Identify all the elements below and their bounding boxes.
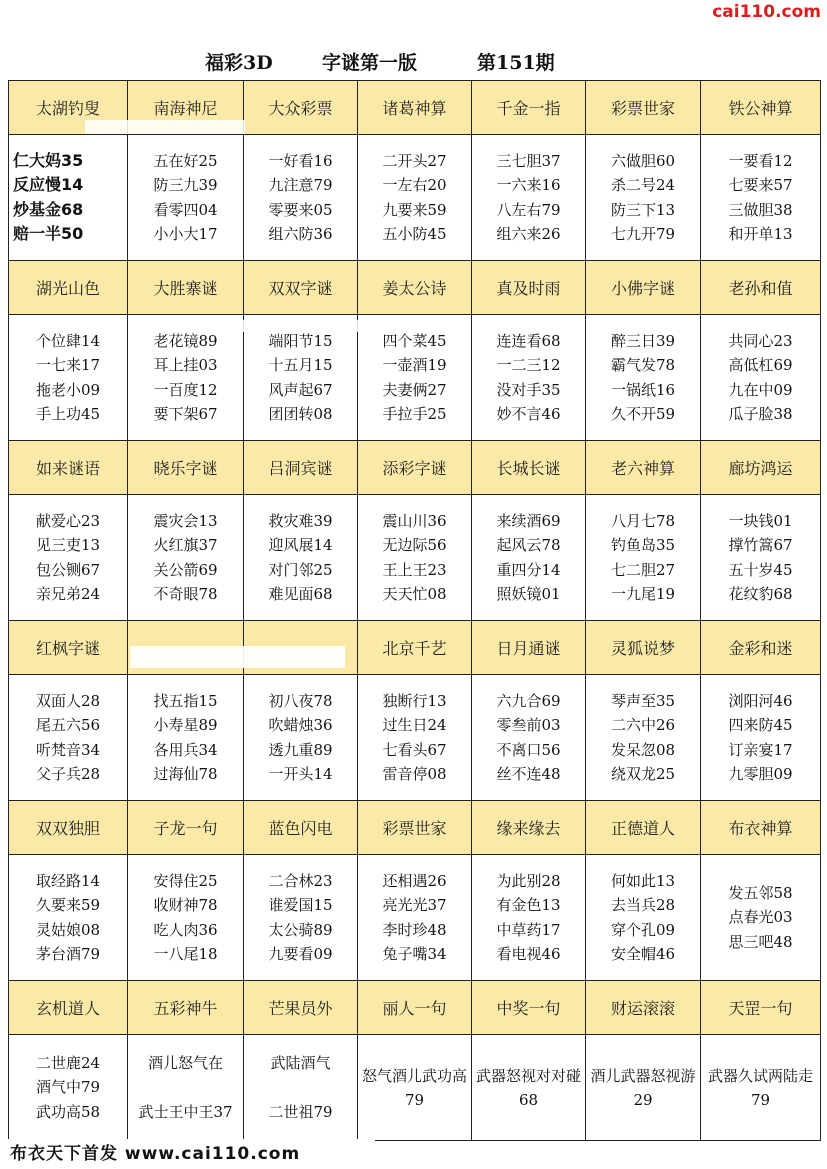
riddle-line: 风声起67 (268, 380, 333, 399)
riddle-line: 一六来16 (496, 176, 561, 194)
riddle-line: 父子兵28 (35, 765, 101, 783)
column-header: 天罡一句 (701, 981, 821, 1035)
riddle-line: 零要来05 (268, 200, 333, 219)
site-watermark: cai110.com (712, 2, 821, 22)
riddle-line: 九零胆09 (728, 765, 793, 783)
riddle-line: 七要来57 (728, 176, 793, 194)
riddle-cell (472, 495, 586, 621)
riddle-line: 尾五六56 (35, 716, 101, 734)
column-header: 千金一指 (472, 81, 586, 135)
riddle-line: 久不开59 (610, 405, 676, 423)
riddle-line: 七看头67 (382, 740, 447, 759)
column-header: 吕洞宾谜 (244, 441, 358, 495)
riddle-line: 来续酒69 (496, 511, 561, 530)
riddle-line: 一七来17 (35, 356, 101, 374)
riddle-cell (472, 855, 586, 981)
riddle-line: 武器怒视对对碰68 (476, 1066, 582, 1109)
riddle-line: 端阳节15 (268, 331, 333, 350)
riddle-line: 瓜子脸38 (728, 405, 793, 423)
riddle-line: 个位肆14 (35, 331, 101, 350)
riddle-line: 五小防45 (382, 225, 447, 243)
riddle-line: 亲兄弟24 (35, 585, 101, 603)
riddle-line: 取经路14 (35, 871, 101, 890)
column-header: 金彩和迷 (701, 621, 821, 675)
riddle-cell (472, 135, 586, 261)
riddle-line: 醉三日39 (610, 331, 676, 350)
riddle-line: 各用兵34 (153, 740, 218, 759)
riddle-line: 何如此13 (610, 871, 676, 890)
riddle-cell (701, 675, 821, 801)
section-title: 字谜第一版 (322, 52, 418, 74)
riddle-line: 绕双龙25 (610, 765, 676, 783)
riddle-line: 组六来26 (496, 225, 561, 243)
riddle-line: 天天忙08 (382, 585, 447, 603)
riddle-line: 难见面68 (268, 585, 333, 603)
riddle-line: 一九尾19 (610, 585, 676, 603)
riddle-cell (586, 135, 701, 261)
riddle-line: 共同心23 (728, 331, 793, 350)
riddle-line: 八月七78 (610, 511, 676, 530)
riddle-cell (128, 315, 244, 441)
riddle-cell (701, 495, 821, 621)
riddle-line: 重四分14 (496, 560, 561, 579)
header-row (9, 441, 821, 495)
riddle-line: 没对手35 (496, 380, 561, 399)
riddle-line: 夫妻俩27 (382, 380, 447, 399)
riddle-line: 过海仙78 (153, 765, 218, 783)
riddle-cell (358, 495, 472, 621)
header-row (9, 801, 821, 855)
riddle-line: 手拉手25 (382, 405, 447, 423)
riddle-line: 组六防36 (268, 225, 333, 243)
riddle-line: 一壶酒19 (382, 356, 447, 374)
riddle-line: 透九重89 (268, 740, 333, 759)
column-header: 红枫字谜 (9, 621, 128, 675)
riddle-line: 包公铡67 (35, 560, 101, 579)
riddle-line: 王上王23 (382, 560, 447, 579)
riddle-cell (9, 135, 128, 261)
header-row (9, 981, 821, 1035)
column-header: 蓝色闪电 (244, 801, 358, 855)
riddle-cell (586, 315, 701, 441)
riddle-line: 三做胆38 (728, 200, 793, 219)
riddle-cell (472, 1035, 586, 1141)
riddle-line: 一二三12 (496, 356, 561, 374)
riddle-line: 二六中26 (610, 716, 676, 734)
column-header: 铁公神算 (701, 81, 821, 135)
column-header: 双双独胆 (9, 801, 128, 855)
riddle-line: 雷音停08 (382, 765, 447, 783)
riddle-line: 一好看16 (268, 151, 333, 170)
riddle-line (128, 1075, 243, 1100)
riddle-line: 酒儿怒气在 (147, 1053, 223, 1072)
column-header: 中奖一句 (472, 981, 586, 1035)
riddle-cell (244, 495, 358, 621)
riddle-line: 震灾会13 (153, 511, 218, 530)
riddle-cell (244, 1035, 358, 1141)
column-header: 子龙一句 (128, 801, 244, 855)
riddle-row (9, 495, 821, 621)
riddle-line: 七二胆27 (610, 560, 676, 579)
column-header: 老孙和值 (701, 261, 821, 315)
riddle-line: 一左右20 (382, 176, 447, 194)
riddle-line: 思三吧48 (728, 932, 793, 951)
riddle-line: 不离口56 (496, 740, 561, 759)
header-row (9, 261, 821, 315)
riddle-line: 十五月15 (268, 356, 333, 374)
riddle-line: 小小大17 (153, 225, 218, 243)
riddle-cell (358, 315, 472, 441)
riddle-line: 安得住25 (153, 871, 218, 890)
column-header: 芒果员外 (244, 981, 358, 1035)
column-header: 灵狐说梦 (586, 621, 701, 675)
riddle-line: 防三下13 (610, 200, 676, 219)
column-header: 如来谜语 (9, 441, 128, 495)
riddle-line: 武士王中王37 (138, 1102, 233, 1121)
riddle-line: 防三九39 (153, 176, 218, 194)
riddle-line: 为此别28 (496, 871, 561, 890)
riddle-cell (128, 1035, 244, 1141)
riddle-line: 五在好25 (153, 151, 218, 170)
riddle-line: 四来防45 (728, 716, 793, 734)
column-header: 五彩神牛 (128, 981, 244, 1035)
column-header: 彩票世家 (586, 81, 701, 135)
riddle-line: 一百度12 (153, 380, 218, 399)
riddle-cell (128, 495, 244, 621)
riddle-line: 一八尾18 (153, 945, 218, 963)
column-header: 布衣神算 (701, 801, 821, 855)
riddle-cell (586, 495, 701, 621)
riddle-line: 手上功45 (35, 405, 101, 423)
riddle-row (9, 855, 821, 981)
riddle-line: 高低杠69 (728, 356, 793, 374)
riddle-row (9, 315, 821, 441)
riddle-line: 李时珍48 (382, 920, 447, 939)
column-header: 缘来缘去 (472, 801, 586, 855)
riddle-line: 谁爱国15 (268, 896, 333, 914)
riddle-line: 二世鹿24 (35, 1053, 101, 1072)
riddle-line: 安全帽46 (610, 945, 676, 963)
column-header: 姜太公诗 (358, 261, 472, 315)
riddle-line: 见三吏13 (35, 536, 101, 554)
riddle-line: 霸气发78 (610, 356, 676, 374)
column-header: 真及时雨 (472, 261, 586, 315)
riddle-line: 无边际56 (382, 536, 447, 554)
riddle-line: 花纹豹68 (728, 585, 793, 603)
riddle-line: 七九开79 (610, 225, 676, 243)
riddle-line: 还相遇26 (382, 871, 447, 890)
riddle-line: 一锅纸16 (610, 380, 676, 399)
riddle-cell (244, 135, 358, 261)
column-header: 财运滚滚 (586, 981, 701, 1035)
riddle-cell (358, 855, 472, 981)
riddle-row (9, 1035, 821, 1141)
riddle-line: 三七胆37 (496, 151, 561, 170)
riddle-line: 撑竹篙67 (728, 536, 793, 554)
erased-mark (195, 320, 370, 332)
riddle-line: 六做胆60 (610, 151, 676, 170)
column-header: 廊坊鸿运 (701, 441, 821, 495)
riddle-line: 九要来59 (382, 200, 447, 219)
riddle-line (244, 1075, 357, 1100)
riddle-line: 和开单13 (728, 225, 793, 243)
riddle-row (9, 675, 821, 801)
riddle-line: 收财神78 (153, 896, 218, 914)
riddle-cell (472, 675, 586, 801)
column-header: 日月通谜 (472, 621, 586, 675)
riddle-line: 怒气酒儿武功高79 (362, 1066, 468, 1109)
riddle-line: 拖老小09 (35, 380, 101, 399)
column-header: 长城长谜 (472, 441, 586, 495)
riddle-cell (9, 1035, 128, 1141)
riddle-cell (9, 855, 128, 981)
riddle-line: 小寿星89 (153, 716, 218, 734)
riddle-line: 灵姑娘08 (35, 920, 101, 939)
riddle-line: 老花镜89 (153, 331, 218, 350)
riddle-line: 过生日24 (382, 716, 447, 734)
riddle-line: 对门邻25 (268, 560, 333, 579)
riddle-line: 看电视46 (496, 945, 561, 963)
riddle-line: 订亲宴17 (728, 740, 793, 759)
column-header: 大胜寨谜 (128, 261, 244, 315)
riddle-line: 反应慢14 (13, 175, 84, 194)
riddle-line: 五十岁45 (728, 560, 793, 579)
column-header: 老六神算 (586, 441, 701, 495)
riddle-cell (472, 315, 586, 441)
column-header: 正德道人 (586, 801, 701, 855)
riddle-cell (128, 855, 244, 981)
riddle-line: 九在中09 (728, 380, 793, 399)
riddle-cell (701, 135, 821, 261)
riddle-cell (244, 315, 358, 441)
issue-title: 第151期 (477, 52, 555, 74)
riddle-line: 去当兵28 (610, 896, 676, 914)
erased-mark (130, 646, 345, 668)
riddle-line: 赔一半50 (13, 224, 84, 243)
riddle-line: 钓鱼岛35 (610, 536, 676, 554)
column-header: 玄机道人 (9, 981, 128, 1035)
riddle-line: 迎风展14 (268, 536, 333, 554)
riddle-line: 发五邻58 (728, 883, 793, 902)
riddle-line: 穿个孔09 (610, 920, 676, 939)
column-header: 大众彩票 (244, 81, 358, 135)
riddle-cell (9, 495, 128, 621)
page-header (0, 46, 827, 76)
riddle-line: 中草药17 (496, 920, 561, 939)
riddle-line: 丝不连48 (496, 765, 561, 783)
riddle-line: 团团转08 (268, 405, 333, 423)
riddle-line: 仁大妈35 (13, 150, 84, 170)
riddle-line: 琴声至35 (610, 691, 676, 710)
riddle-cell (586, 855, 701, 981)
riddle-line: 太公骑89 (268, 920, 333, 939)
riddle-line: 照妖镜01 (496, 585, 561, 603)
riddle-cell (701, 855, 821, 981)
riddle-line: 点春光03 (728, 908, 793, 927)
riddle-line: 不奇眼78 (153, 585, 218, 603)
riddle-line: 有金色13 (496, 896, 561, 914)
column-header: 南海神尼 (128, 81, 244, 135)
riddle-cell (9, 315, 128, 441)
column-header: 丽人一句 (358, 981, 472, 1035)
riddle-line: 二世祖79 (268, 1102, 333, 1121)
riddle-line: 浏阳河46 (728, 691, 793, 710)
column-header: 北京千艺 (358, 621, 472, 675)
riddle-line: 妙不言46 (496, 405, 561, 423)
riddle-cell (586, 675, 701, 801)
riddle-line: 酒儿武器怒视游29 (590, 1066, 696, 1109)
riddle-line: 武陆酒气 (270, 1053, 331, 1072)
column-header: 诸葛神算 (358, 81, 472, 135)
riddle-line: 一开头14 (268, 765, 333, 783)
riddle-line: 六九合69 (496, 691, 561, 710)
riddle-line: 找五指15 (153, 691, 218, 710)
footer-credit: 布衣天下首发 www.cai110.com (0, 1139, 375, 1169)
riddle-line: 火红旗37 (153, 536, 218, 554)
riddle-line: 一要看12 (728, 151, 793, 170)
riddle-line: 二开头27 (382, 151, 447, 170)
riddle-cell (244, 855, 358, 981)
column-header: 湖光山色 (9, 261, 128, 315)
riddle-line: 震山川36 (382, 511, 447, 530)
riddle-line: 八左右79 (496, 200, 561, 219)
riddle-line: 吹蜡烛36 (268, 716, 333, 734)
riddle-line: 兔子嘴34 (382, 945, 447, 963)
riddle-line: 救灾难39 (268, 511, 333, 530)
column-header: 晓乐字谜 (128, 441, 244, 495)
riddle-cell (701, 1035, 821, 1141)
riddle-line: 武功高58 (35, 1102, 101, 1121)
riddle-line: 献爱心23 (35, 511, 101, 530)
riddle-line: 久要来59 (35, 896, 101, 914)
column-header: 双双字谜 (244, 261, 358, 315)
riddle-cell (358, 1035, 472, 1141)
riddle-line: 初八夜78 (268, 691, 333, 710)
riddle-line: 耳上挂03 (153, 356, 218, 374)
riddle-cell (358, 135, 472, 261)
riddle-cell (358, 675, 472, 801)
riddle-line: 九要看09 (268, 945, 333, 963)
riddle-line: 茅台酒79 (35, 945, 101, 963)
riddle-line: 二合林23 (268, 871, 333, 890)
riddle-line: 九注意79 (268, 176, 333, 194)
riddle-line: 连连看68 (496, 331, 561, 350)
riddle-line: 酒气中79 (35, 1078, 101, 1097)
riddle-cell (244, 675, 358, 801)
riddle-line: 一块钱01 (728, 511, 793, 530)
riddle-line: 四个菜45 (382, 331, 447, 350)
riddle-line: 看零四04 (153, 200, 218, 219)
riddle-line: 关公箭69 (153, 560, 218, 579)
riddle-cell (128, 135, 244, 261)
riddle-line: 起风云78 (496, 536, 561, 554)
riddle-line: 炒基金68 (13, 199, 84, 219)
riddle-row (9, 135, 821, 261)
riddle-cell (586, 1035, 701, 1141)
column-header: 彩票世家 (358, 801, 472, 855)
column-header: 小佛字谜 (586, 261, 701, 315)
riddle-line: 零叁前03 (496, 716, 561, 734)
column-header: 添彩字谜 (358, 441, 472, 495)
riddle-line: 武器久试两陆走79 (707, 1066, 813, 1109)
erased-mark (85, 120, 245, 134)
riddle-line: 发呆忽08 (610, 740, 676, 759)
product-title: 福彩3D (205, 52, 273, 74)
riddle-line: 听梵音34 (35, 740, 101, 759)
column-header: 太湖钓叟 (9, 81, 128, 135)
riddle-grid (8, 80, 821, 1141)
riddle-line: 亮光光37 (382, 896, 447, 914)
riddle-cell (9, 675, 128, 801)
riddle-line: 双面人28 (35, 691, 101, 710)
riddle-cell (701, 315, 821, 441)
riddle-line: 独断行13 (382, 691, 447, 710)
riddle-line: 吃人肉36 (153, 920, 218, 939)
riddle-line: 杀二号24 (610, 176, 676, 194)
riddle-cell (128, 675, 244, 801)
riddle-line: 要下架67 (153, 405, 218, 423)
